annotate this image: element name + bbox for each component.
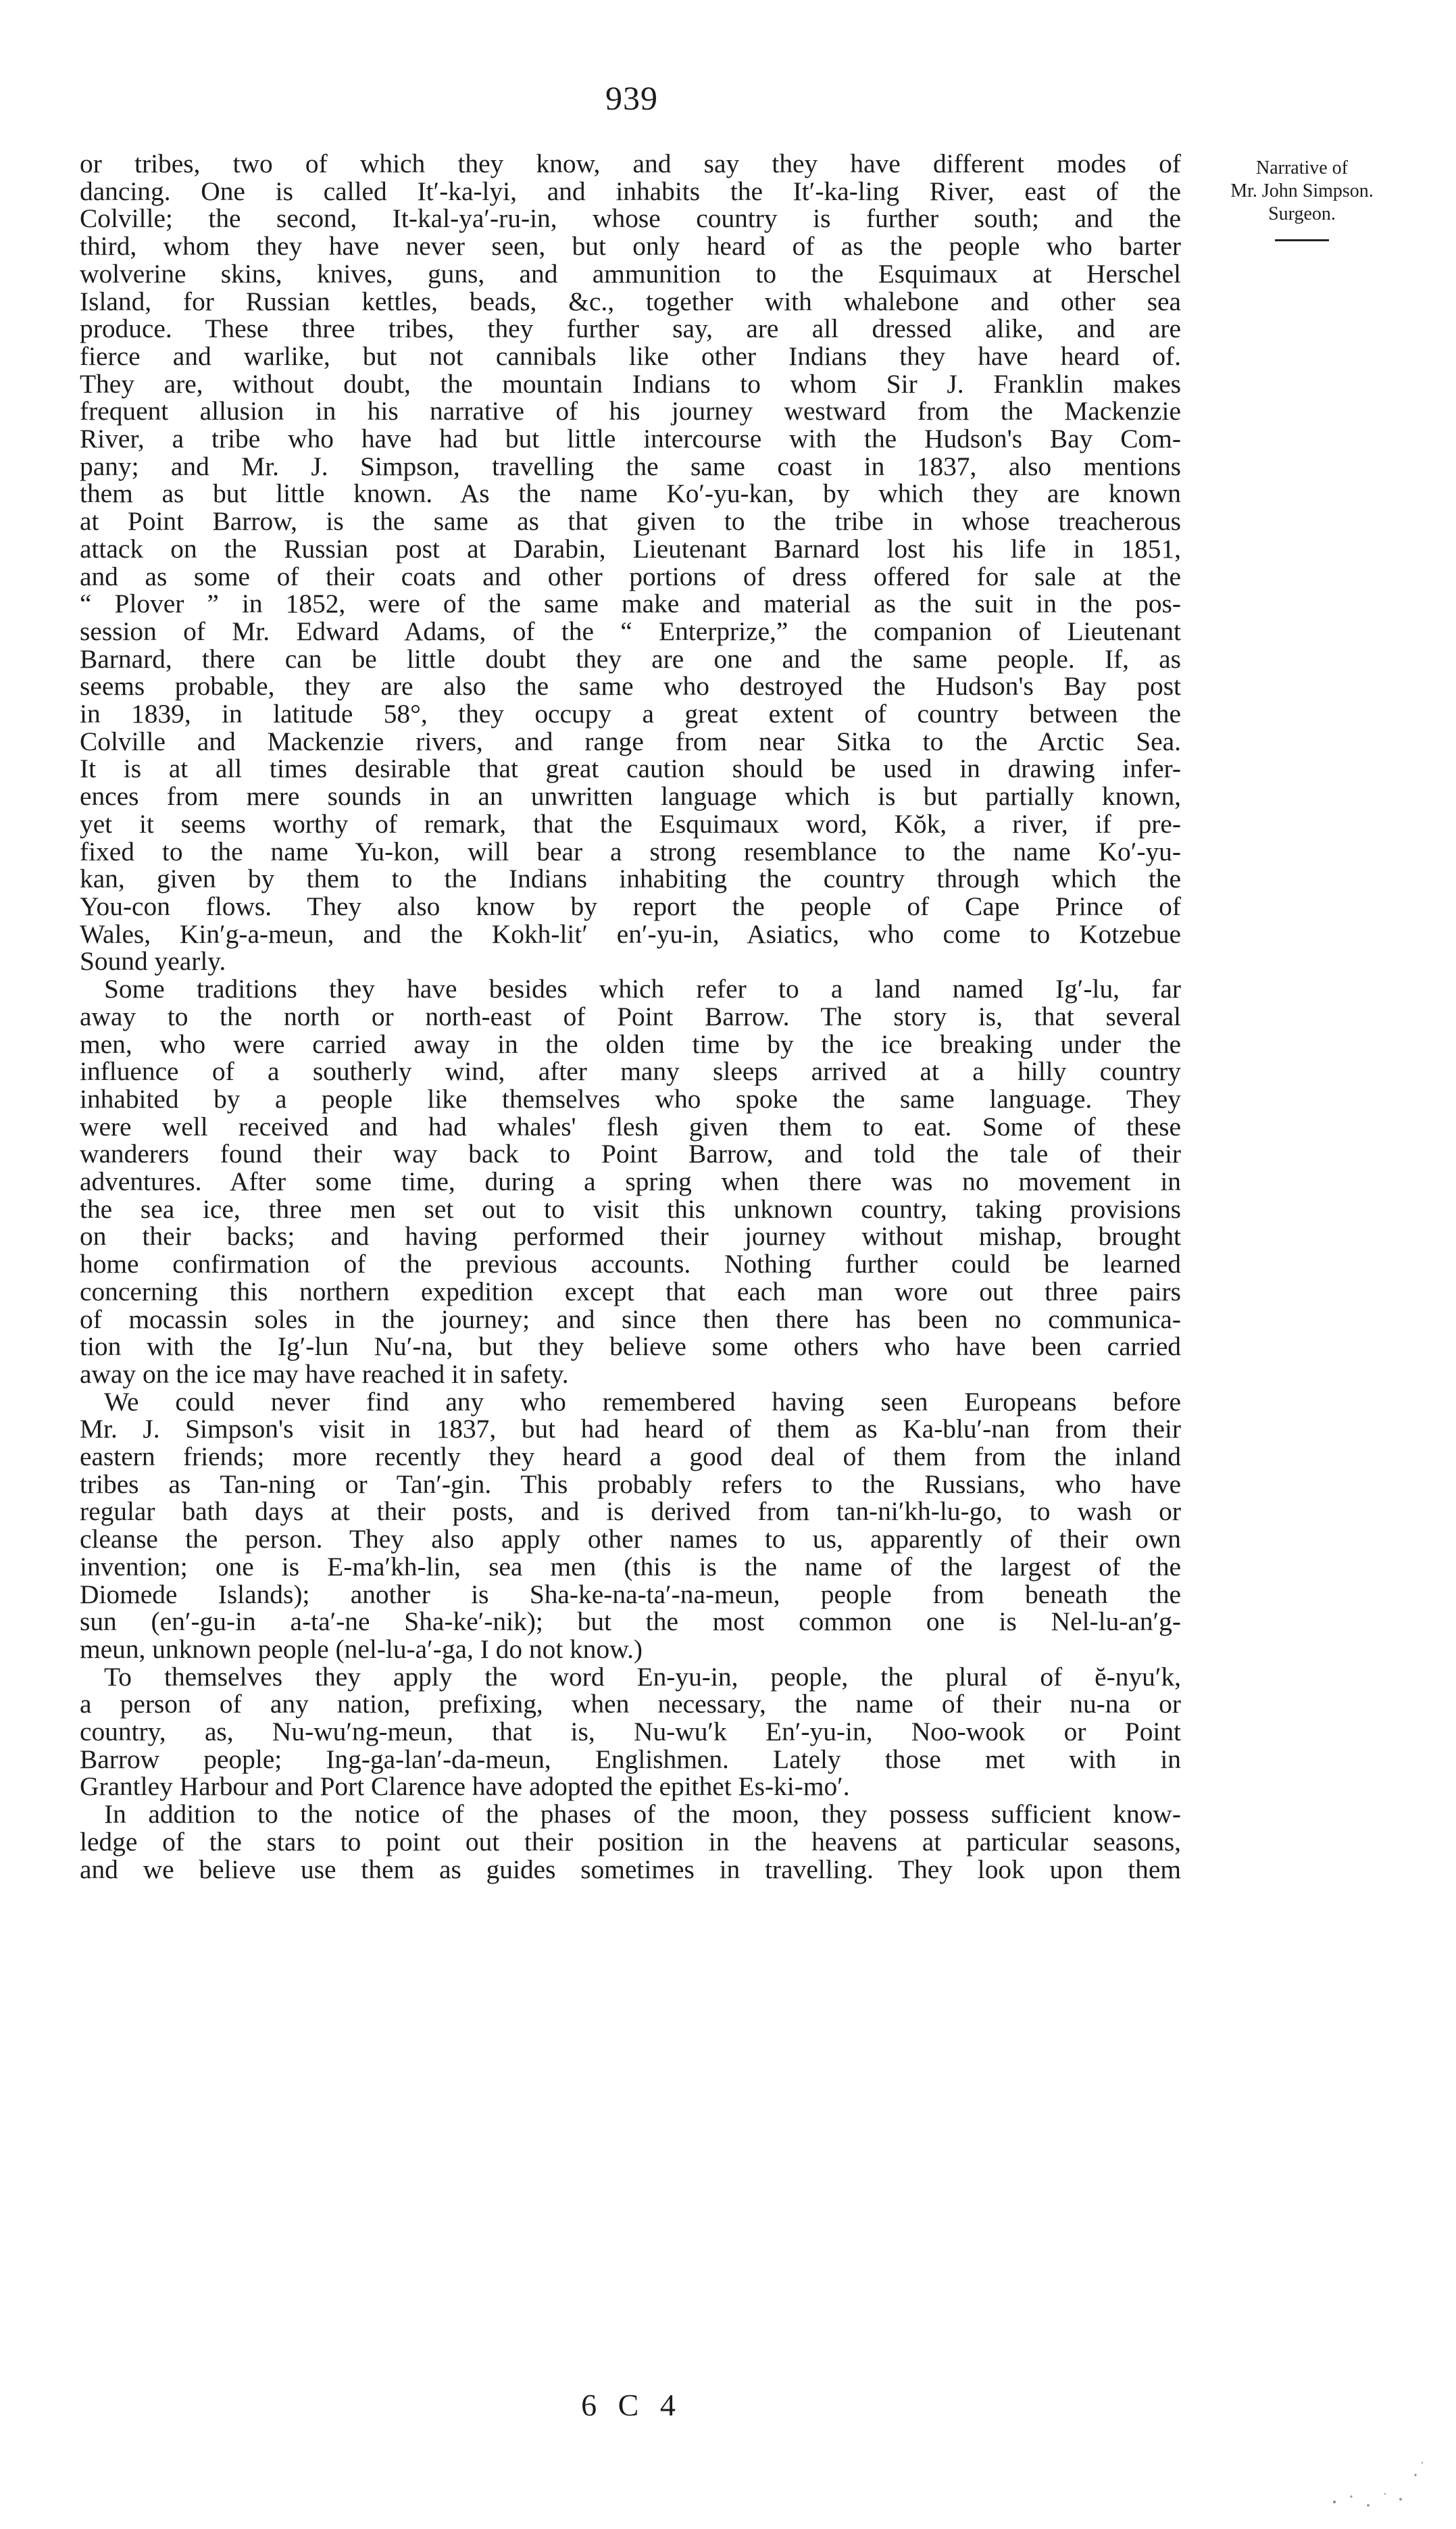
text-line: inhabited by a people like themselves who spoke the same language. They	[80, 1083, 1181, 1114]
text-line: in 1839, in latitude 58°, they occupy a great extent of country between the	[80, 699, 1181, 729]
text-line: invention; one is E-ma′kh-lin, sea men (this is the name of the largest of the	[80, 1551, 1181, 1581]
text-line: influence of a southerly wind, after many sleeps arrived at a hilly country	[80, 1056, 1181, 1087]
text-line: or tribes, two of which they know, and say they have different modes of	[80, 149, 1181, 178]
text-line: cleanse the person. They also apply other names to us, apparently of their own	[80, 1524, 1181, 1554]
signature-mark: 6 C 4	[581, 2388, 682, 2422]
text-line: wolverine skins, knives, guns, and ammunition to the Esquimaux at Herschel	[80, 258, 1181, 289]
text-line: third, whom they have never seen, but only heard of as the people who barter	[80, 231, 1181, 262]
text-line: produce. These three tribes, they further say, are all dressed alike, and are	[80, 314, 1181, 344]
text-line: yet it seems worthy of remark, that the Esquimaux word, Kŏk, a river, if pre-	[80, 808, 1181, 839]
text-line: attack on the Russian post at Darabin, Lieutenant Barnard lost his life in 1851,	[80, 533, 1181, 564]
text-line: kan, given by them to the Indians inhabiting the country through which the	[80, 864, 1181, 894]
page-number: 939	[605, 79, 658, 117]
text-line: tribes as Tan-ning or Tan′-gin. This probably refers to the Russians, who have	[80, 1469, 1181, 1499]
text-line: them as but little known. As the name Ko′-yu-kan, by which they are known	[80, 478, 1181, 509]
text-line: men, who were carried away in the olden time by the ice breaking under the	[80, 1029, 1181, 1059]
text-line: River, a tribe who have had but little intercourse with the Hudson's Bay Com-	[80, 424, 1181, 454]
text-line: and as some of their coats and other portions of dress offered for sale at the	[80, 561, 1181, 591]
margin-note-line: Narrative of	[1255, 157, 1349, 178]
text-line: “ Plover ” in 1852, were of the same make and material as the suit in the pos-	[80, 589, 1181, 619]
text-line: concerning this northern expedition except that each man wore out three pairs	[80, 1276, 1181, 1306]
text-line: Some traditions they have besides which refer to a land named Ig′-lu, far	[104, 974, 1181, 1004]
text-line: We could never find any who remembered having seen Europeans before	[104, 1386, 1181, 1417]
text-line: country, as, Nu-wu′ng-meun, that is, Nu-wu′k En′-yu-in, Noo-wook or Point	[80, 1717, 1181, 1747]
text-line: Sound yearly.	[80, 946, 226, 977]
text-line: Diomede Islands); another is Sha-ke-na-ta′-na-meun, people from beneath the	[80, 1579, 1181, 1609]
text-line: Barrow people; Ing-ga-lan′-da-meun, Englishmen. Lately those met with in	[80, 1744, 1181, 1774]
text-line: adventures. After some time, during a spring when there was no movement in	[80, 1167, 1181, 1197]
text-line: Mr. J. Simpson's visit in 1837, but had heard of them as Ka-blu′-nan from their	[80, 1414, 1181, 1444]
text-line: tion with the Ig′-lun Nu′-na, but they believe some others who have been carried	[80, 1331, 1181, 1362]
text-line: Wales, Kin′g-a-meun, and the Kokh-lit′ en′-yu-in, Asiatics, who come to Kotzebue	[80, 918, 1181, 949]
text-line: away to the north or north-east of Point Barrow. The story is, that several	[80, 1001, 1181, 1031]
margin-note-rule	[1275, 239, 1329, 241]
body-text	[80, 150, 1181, 1883]
text-line: pany; and Mr. J. Simpson, travelling the same coast in 1837, also mentions	[80, 451, 1181, 481]
text-line: ledge of the stars to point out their position in the heavens at particular seasons,	[80, 1826, 1181, 1857]
text-line: ences from mere sounds in an unwritten language which is but partially known,	[80, 781, 1181, 812]
text-line: session of Mr. Edward Adams, of the “ Enterprize,” the companion of Lieutenant	[80, 616, 1181, 646]
text-line: Colville; the second, It-kal-ya′-ru-in, whose country is further south; and the	[80, 203, 1181, 234]
text-line: Grantley Harbour and Port Clarence have adopted the epithet Es-ki-mo′.	[80, 1771, 850, 1802]
text-line: To themselves they apply the word En-yu-in, people, the plural of ĕ-nyu′k,	[104, 1661, 1181, 1692]
text-line: of mocassin soles in the journey; and since then there has been no communica-	[80, 1304, 1181, 1334]
text-line: on their backs; and having performed their journey without mishap, brought	[80, 1221, 1181, 1252]
text-line: In addition to the notice of the phases of the moon, they possess sufficient know-	[104, 1799, 1181, 1830]
text-line: sun (en′-gu-in a-ta′-ne Sha-ke′-nik); but the most common one is Nel-lu-an′g-	[80, 1606, 1181, 1637]
text-line: were well received and had whales' flesh given them to eat. Some of these	[80, 1111, 1181, 1141]
text-line: dancing. One is called It′-ka-lyi, and inhabits the It′-ka-ling River, east of the	[80, 176, 1181, 206]
text-line: fierce and warlike, but not cannibals like other Indians they have heard of.	[80, 341, 1181, 371]
text-line: home confirmation of the previous accounts. Nothing further could be learned	[80, 1249, 1181, 1279]
text-line: away on the ice may have reached it in safety.	[80, 1358, 569, 1389]
text-line: You-con flows. They also know by report the people of Cape Prince of	[80, 891, 1181, 921]
text-line: at Point Barrow, is the same as that given to the tribe in whose treacherous	[80, 506, 1181, 537]
margin-note-line: Mr. John Simpson.	[1230, 180, 1374, 201]
text-line: seems probable, they are also the same who destroyed the Hudson's Bay post	[80, 671, 1181, 702]
text-line: fixed to the name Yu-kon, will bear a strong resemblance to the name Ko′-yu-	[80, 836, 1181, 866]
margin-note-line: Surgeon.	[1268, 203, 1336, 224]
margin-note	[1190, 157, 1413, 241]
text-line: wanderers found their way back to Point Barrow, and told the tale of their	[80, 1139, 1181, 1169]
text-line: regular bath days at their posts, and is derived from tan-ni′kh-lu-go, to wash or	[80, 1496, 1181, 1527]
text-line: Barnard, there can be little doubt they are one and the same people. If, as	[80, 643, 1181, 674]
text-line: and we believe use them as guides sometimes in travelling. They look upon them	[80, 1854, 1181, 1884]
text-line: Island, for Russian kettles, beads, &c., together with whalebone and other sea	[80, 286, 1181, 316]
text-line: They are, without doubt, the mountain Indians to whom Sir J. Franklin makes	[80, 368, 1181, 399]
text-line: It is at all times desirable that great caution should be used in drawing infer-	[80, 754, 1181, 784]
text-line: frequent allusion in his narrative of his journey westward from the Mackenzie	[80, 396, 1181, 426]
text-line: the sea ice, three men set out to visit this unknown country, taking provisions	[80, 1194, 1181, 1224]
text-line: meun, unknown people (nel-lu-a′-ga, I do not know.)	[80, 1634, 643, 1664]
paper-specks	[1321, 2455, 1429, 2515]
text-line: Colville and Mackenzie rivers, and range from near Sitka to the Arctic Sea.	[80, 726, 1181, 756]
text-line: a person of any nation, prefixing, when necessary, the name of their nu-na or	[80, 1689, 1181, 1719]
text-line: eastern friends; more recently they heard a good deal of them from the inland	[80, 1442, 1181, 1472]
